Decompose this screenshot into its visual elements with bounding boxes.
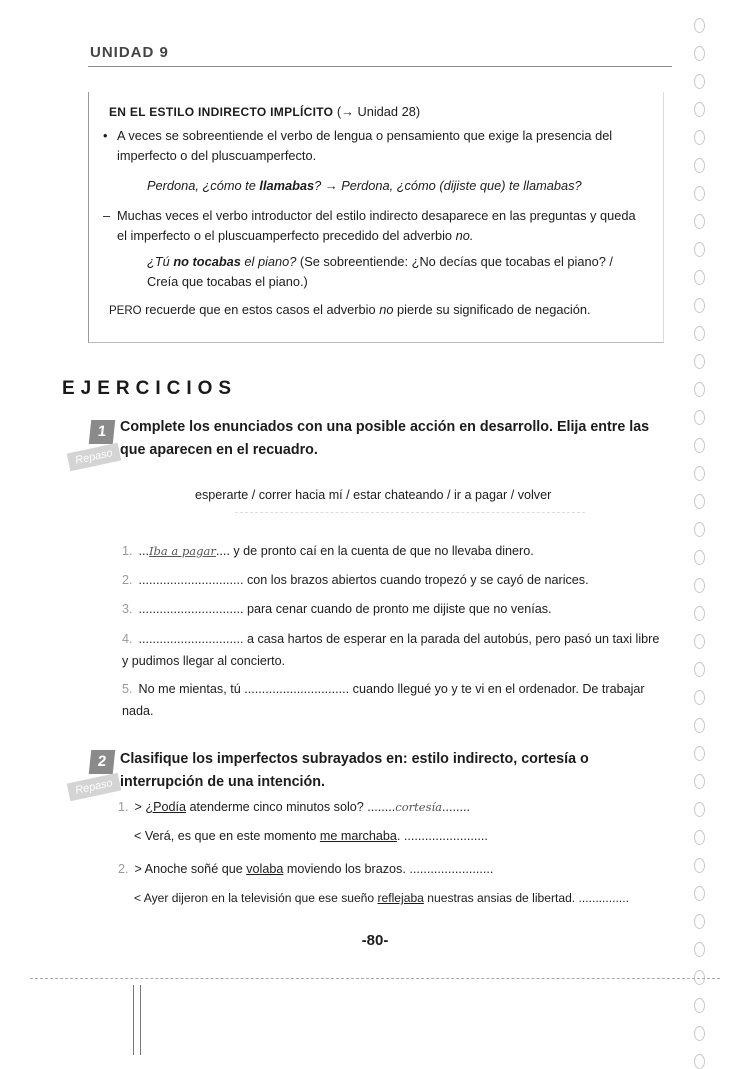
item-1-pre: ... [138, 544, 150, 558]
item-3-text[interactable]: .............................. para cenar cuando de pronto me dijiste que no venías. [138, 602, 552, 616]
q-pre: > Anoche soñé que [134, 862, 247, 876]
underlined-verb: volaba [246, 862, 284, 876]
item-number: 1. [118, 800, 129, 814]
exercise-1-item-4 [122, 628, 667, 672]
theory-example-1 [147, 176, 582, 196]
exercise-2-repaso-badge: Repaso [67, 773, 122, 801]
theory-title-text: EN EL ESTILO INDIRECTO IMPLÍCITO [109, 105, 334, 119]
exercise-1-number: 1 [89, 420, 116, 444]
item-number: 1. [122, 544, 133, 558]
page-number: -80- [361, 932, 389, 949]
exercise-2-item-2-question [118, 858, 663, 880]
example-2-post: (Se sobreentiende: ¿No decías que tocabas el piano? / Creía que tocabas el piano.) [147, 254, 613, 289]
example-1-pre: Perdona, ¿cómo te [147, 178, 260, 193]
item-1-answer[interactable]: Iba a pagar [149, 544, 216, 558]
exercise-1-repaso-badge: Repaso [67, 443, 122, 471]
dash-icon: – [103, 208, 111, 223]
example-2-mid: el piano? [240, 254, 297, 269]
exercise-2-number: 2 [89, 750, 116, 774]
item-number: 2. [118, 862, 129, 876]
item-4-text[interactable]: .............................. a casa hartos de esperar en la parada del autobús, pero pasó un taxi libre y pudimos llegar al concierto. [122, 632, 660, 668]
example-1-bold: llamabas [259, 178, 315, 193]
underlined-verb: me marchaba [319, 829, 397, 843]
q-post: atenderme cinco minutos solo? ........ [185, 800, 396, 814]
theory-bullet-1-text: A veces se sobreentiende el verbo de lengua o pensamiento que exige la presencia del imperfecto o del pluscuamperfecto. [117, 128, 613, 163]
item-number: 2. [122, 573, 133, 587]
theory-box [88, 92, 664, 343]
item-number: 5. [122, 682, 133, 696]
binding-margin-lines [133, 985, 141, 1055]
unit-header: UNIDAD 9 [90, 44, 169, 61]
item-5-text[interactable]: No me mientas, tú .............................. cuando llegué yo y te vi en el ordenador. De trabajar nada. [122, 682, 645, 718]
exercise-2-item-1-reply [134, 825, 679, 847]
reply-pre: < Ayer dijeron en la televisión que ese sueño [134, 891, 378, 905]
example-2-pre: ¿Tú [147, 254, 174, 269]
footer-rule [30, 978, 720, 979]
exercise-1-item-3 [122, 598, 667, 620]
q-marker: > [134, 800, 146, 814]
exercise-1-item-2 [122, 569, 667, 591]
item-1-post: .... y de pronto caí en la cuenta de que no llevaba dinero. [215, 544, 534, 558]
exercise-2-item-1-question [118, 796, 663, 818]
pero-text-b: pierde su significado de negación. [393, 302, 591, 317]
options-rule [235, 512, 585, 513]
pero-text-a: recuerde que en estos casos el adverbio [141, 302, 380, 317]
reply-post[interactable]: . ........................ [396, 829, 488, 843]
reply-pre: < Verá, es que en este momento [134, 829, 320, 843]
pero-italic: no [379, 302, 394, 317]
exercise-2-item-2-reply [134, 887, 674, 909]
exercise-1-item-5 [122, 678, 667, 722]
exercise-2-instruction: Clasifique los imperfectos subrayados en: estilo indirecto, cortesía o interrupción de una intención. [120, 751, 589, 790]
theory-title [109, 102, 420, 122]
header-rule [88, 66, 672, 67]
theory-pero-note [109, 300, 591, 321]
exercise-1-item-1 [122, 540, 667, 562]
exercise-1-options: esperarte / correr hacia mí / estar chateando / ir a pagar / volver [195, 488, 552, 502]
item-1-answer[interactable]: cortesía [395, 800, 443, 814]
theory-title-ref: (→ Unidad 28) [336, 104, 421, 119]
q-post[interactable]: moviendo los brazos. ........................ [283, 862, 494, 876]
theory-bullet-2-italic: no. [455, 228, 474, 243]
theory-bullet-2 [103, 206, 647, 246]
example-2-bold: no tocabas [173, 254, 241, 269]
reply-post[interactable]: nuestras ansias de libertad. ............... [423, 891, 629, 905]
exercise-1-instruction: Complete los enunciados con una posible acción en desarrollo. Elija entre las que aparecen en el recuadro. [120, 419, 650, 458]
theory-bullet-2-text: Muchas veces el verbo introductor del estilo indirecto desaparece en las preguntas y queda el imperfecto o el pluscuamperfecto precedido del adverbio [117, 208, 636, 243]
underlined-verb: ¿Podía [145, 800, 186, 814]
spiral-binding [694, 18, 706, 1069]
section-title: EJERCICIOS [62, 378, 238, 399]
theory-example-2 [147, 252, 637, 292]
pero-label: PERO [109, 305, 142, 317]
theory-bullet-1 [103, 126, 637, 166]
bullet-icon: • [103, 128, 108, 143]
q-tail: ........ [442, 800, 471, 814]
underlined-verb: reflejaba [377, 891, 424, 905]
item-number: 4. [122, 632, 133, 646]
item-number: 3. [122, 602, 133, 616]
example-1-post: ? → Perdona, ¿cómo (dijiste que) te llamabas? [314, 178, 582, 193]
item-2-text[interactable]: .............................. con los brazos abiertos cuando tropezó y se cayó de narices. [138, 573, 589, 587]
